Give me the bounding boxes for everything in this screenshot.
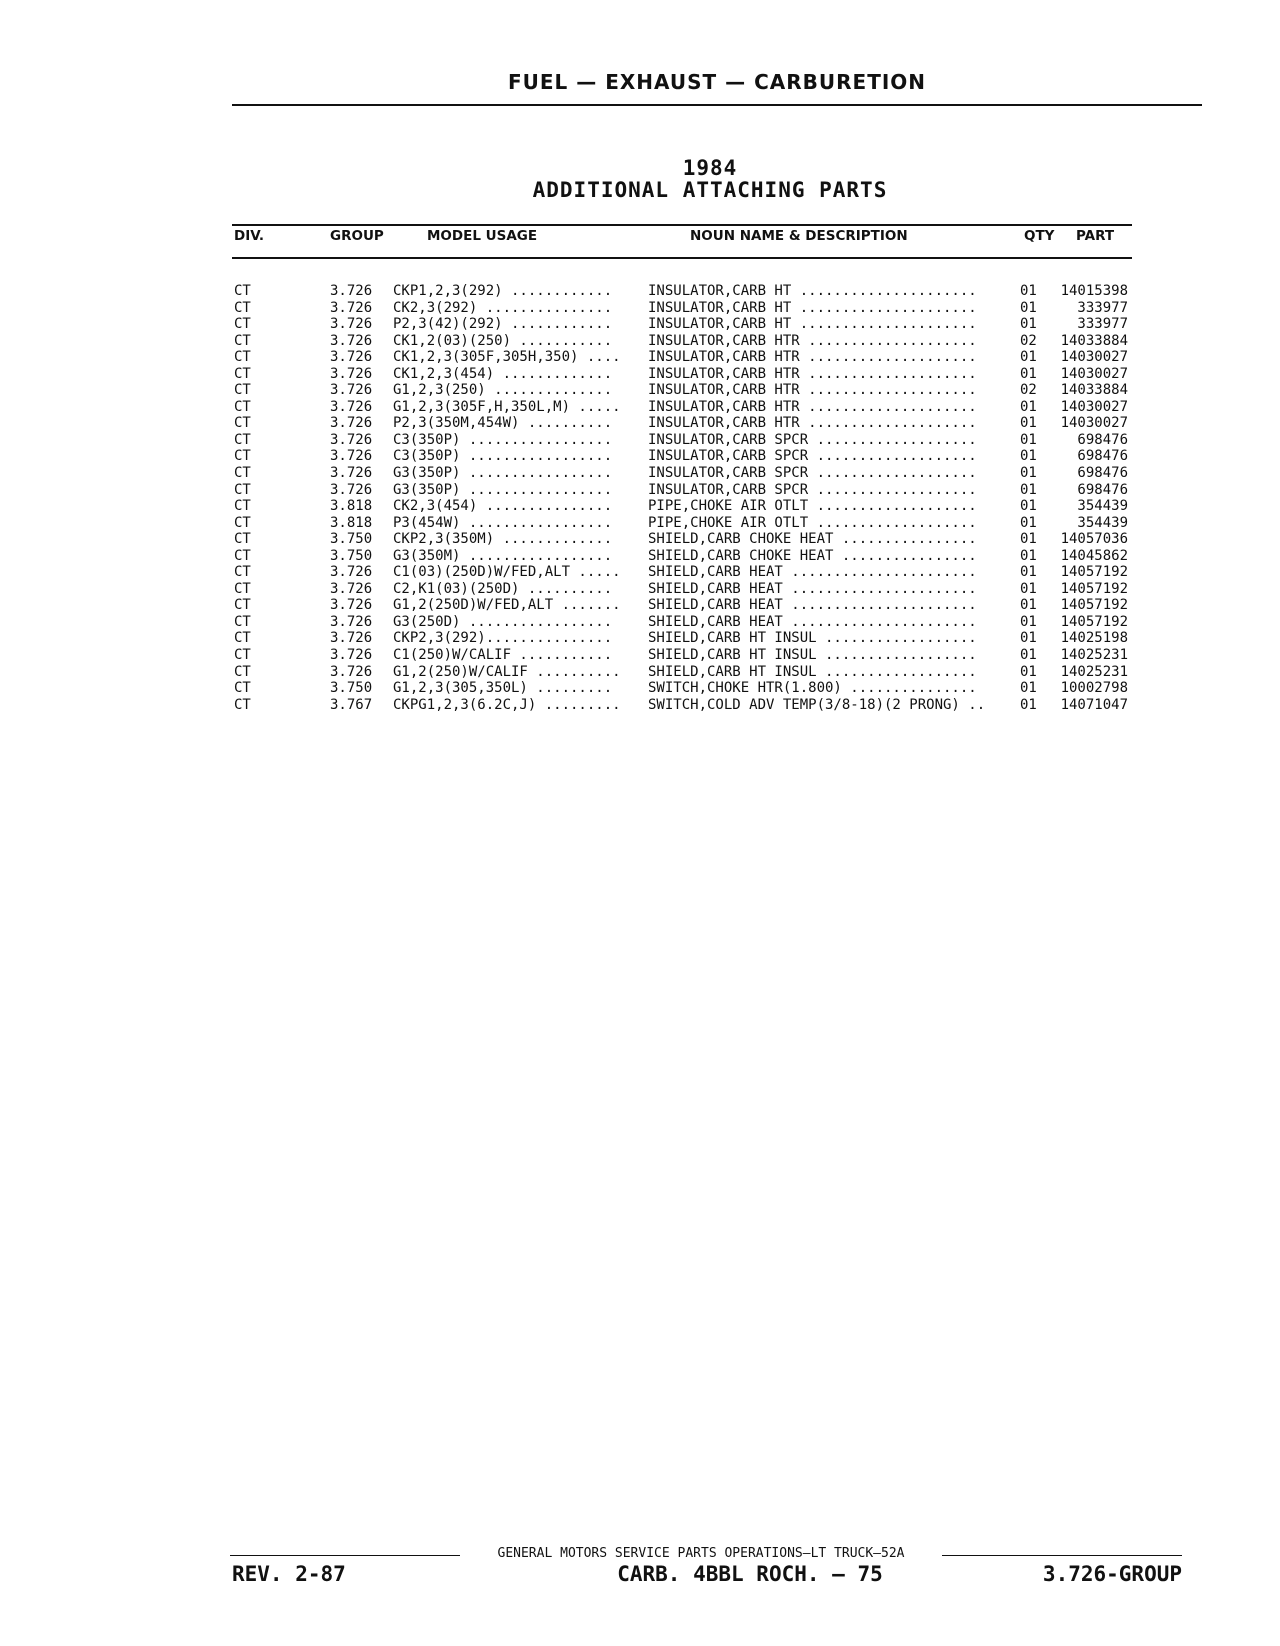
column-header-div: DIV. bbox=[234, 228, 265, 244]
section-title: FUEL — EXHAUST — CARBURETION bbox=[507, 70, 927, 94]
cell-group: 3.726 bbox=[330, 630, 373, 647]
cell-div: CT bbox=[234, 630, 251, 647]
cell-description: INSULATOR,CARB HT ..................... bbox=[648, 299, 977, 316]
cell-group: 3.750 bbox=[330, 680, 373, 697]
cell-group: 3.726 bbox=[330, 481, 373, 498]
table-row bbox=[0, 564, 1280, 581]
table-row bbox=[0, 349, 1280, 366]
table-row bbox=[0, 366, 1280, 383]
cell-model-usage: P2,3(42)(292) ............ bbox=[393, 316, 613, 333]
cell-description: SHIELD,CARB HEAT ...................... bbox=[648, 613, 977, 630]
cell-model-usage: CKP1,2,3(292) ............ bbox=[393, 283, 613, 299]
cell-part-number: 698476 bbox=[1077, 448, 1128, 465]
table-row bbox=[0, 333, 1280, 350]
cell-model-usage: G3(350P) ................. bbox=[393, 465, 613, 482]
cell-qty: 01 bbox=[1020, 481, 1037, 498]
cell-div: CT bbox=[234, 680, 251, 697]
column-header-model-usage: MODEL USAGE bbox=[427, 228, 538, 244]
cell-part-number: 14057192 bbox=[1060, 597, 1128, 614]
footer-revision: REV. 2-87 bbox=[232, 1562, 346, 1586]
cell-div: CT bbox=[234, 663, 251, 680]
table-row bbox=[0, 316, 1280, 333]
cell-description: SHIELD,CARB HT INSUL .................. bbox=[648, 647, 977, 664]
cell-description: SHIELD,CARB HT INSUL .................. bbox=[648, 630, 977, 647]
cell-part-number: 14057192 bbox=[1060, 564, 1128, 581]
cell-group: 3.726 bbox=[330, 647, 373, 664]
cell-div: CT bbox=[234, 316, 251, 333]
cell-part-number: 14030027 bbox=[1060, 415, 1128, 432]
cell-part-number: 14071047 bbox=[1060, 696, 1128, 713]
table-row bbox=[0, 515, 1280, 532]
cell-qty: 01 bbox=[1020, 613, 1037, 630]
cell-group: 3.750 bbox=[330, 547, 373, 564]
table-row bbox=[0, 614, 1280, 631]
cell-part-number: 14025231 bbox=[1060, 663, 1128, 680]
cell-div: CT bbox=[234, 332, 251, 349]
cell-description: INSULATOR,CARB SPCR ................... bbox=[648, 448, 977, 465]
cell-qty: 01 bbox=[1020, 680, 1037, 697]
cell-group: 3.726 bbox=[330, 613, 373, 630]
cell-group: 3.818 bbox=[330, 498, 373, 515]
cell-part-number: 14033884 bbox=[1060, 382, 1128, 399]
cell-div: CT bbox=[234, 465, 251, 482]
cell-description: INSULATOR,CARB HTR .................... bbox=[648, 382, 977, 399]
table-row bbox=[0, 415, 1280, 432]
cell-part-number: 333977 bbox=[1077, 299, 1128, 316]
cell-group: 3.726 bbox=[330, 448, 373, 465]
cell-description: SHIELD,CARB HT INSUL .................. bbox=[648, 663, 977, 680]
cell-div: CT bbox=[234, 382, 251, 399]
cell-div: CT bbox=[234, 431, 251, 448]
cell-div: CT bbox=[234, 283, 251, 299]
footer-group-number: 3.726-GROUP bbox=[1042, 1562, 1182, 1586]
cell-div: CT bbox=[234, 564, 251, 581]
cell-qty: 01 bbox=[1020, 299, 1037, 316]
cell-group: 3.726 bbox=[330, 316, 373, 333]
cell-group: 3.726 bbox=[330, 398, 373, 415]
cell-div: CT bbox=[234, 415, 251, 432]
cell-div: CT bbox=[234, 514, 251, 531]
cell-qty: 01 bbox=[1020, 349, 1037, 366]
cell-description: PIPE,CHOKE AIR OTLT ................... bbox=[648, 498, 977, 515]
cell-description: SWITCH,CHOKE HTR(1.800) ............... bbox=[648, 680, 977, 697]
cell-div: CT bbox=[234, 613, 251, 630]
cell-part-number: 698476 bbox=[1077, 481, 1128, 498]
cell-model-usage: P3(454W) ................. bbox=[393, 514, 613, 531]
cell-div: CT bbox=[234, 481, 251, 498]
cell-part-number: 354439 bbox=[1077, 514, 1128, 531]
cell-part-number: 14025198 bbox=[1060, 630, 1128, 647]
table-row bbox=[0, 498, 1280, 515]
cell-qty: 01 bbox=[1020, 465, 1037, 482]
footer-rule-right bbox=[942, 1555, 1182, 1556]
cell-part-number: 14057036 bbox=[1060, 531, 1128, 548]
cell-qty: 01 bbox=[1020, 547, 1037, 564]
cell-div: CT bbox=[234, 448, 251, 465]
cell-part-number: 14057192 bbox=[1060, 613, 1128, 630]
cell-qty: 01 bbox=[1020, 398, 1037, 415]
cell-group: 3.726 bbox=[330, 465, 373, 482]
cell-group: 3.726 bbox=[330, 332, 373, 349]
cell-qty: 01 bbox=[1020, 415, 1037, 432]
cell-div: CT bbox=[234, 365, 251, 382]
cell-description: SHIELD,CARB HEAT ...................... bbox=[648, 564, 977, 581]
cell-group: 3.726 bbox=[330, 580, 373, 597]
cell-description: INSULATOR,CARB HT ..................... bbox=[648, 316, 977, 333]
cell-qty: 01 bbox=[1020, 580, 1037, 597]
cell-description: PIPE,CHOKE AIR OTLT ................... bbox=[648, 514, 977, 531]
cell-model-usage: CKPG1,2,3(6.2C,J) ......... bbox=[393, 696, 621, 713]
footer-section-label: CARB. 4BBL ROCH. — 75 bbox=[617, 1562, 883, 1586]
cell-qty: 01 bbox=[1020, 448, 1037, 465]
cell-qty: 01 bbox=[1020, 498, 1037, 515]
cell-description: INSULATOR,CARB HT ..................... bbox=[648, 283, 977, 299]
cell-model-usage: C3(350P) ................. bbox=[393, 431, 613, 448]
cell-part-number: 14030027 bbox=[1060, 365, 1128, 382]
cell-qty: 02 bbox=[1020, 332, 1037, 349]
cell-div: CT bbox=[234, 398, 251, 415]
cell-qty: 01 bbox=[1020, 316, 1037, 333]
table-header-rule bbox=[232, 257, 1132, 259]
cell-description: INSULATOR,CARB HTR .................... bbox=[648, 332, 977, 349]
cell-part-number: 14025231 bbox=[1060, 647, 1128, 664]
cell-group: 3.726 bbox=[330, 382, 373, 399]
cell-group: 3.726 bbox=[330, 415, 373, 432]
cell-description: INSULATOR,CARB HTR .................... bbox=[648, 415, 977, 432]
cell-group: 3.750 bbox=[330, 531, 373, 548]
cell-part-number: 14030027 bbox=[1060, 398, 1128, 415]
cell-model-usage: CK2,3(454) ............... bbox=[393, 498, 613, 515]
cell-description: SHIELD,CARB CHOKE HEAT ................ bbox=[648, 531, 977, 548]
cell-description: INSULATOR,CARB SPCR ................... bbox=[648, 465, 977, 482]
cell-div: CT bbox=[234, 349, 251, 366]
cell-qty: 01 bbox=[1020, 431, 1037, 448]
cell-model-usage: C1(03)(250D)W/FED,ALT ..... bbox=[393, 564, 621, 581]
header-divider bbox=[232, 104, 1202, 106]
cell-group: 3.726 bbox=[330, 564, 373, 581]
cell-qty: 01 bbox=[1020, 630, 1037, 647]
table-row bbox=[0, 448, 1280, 465]
cell-model-usage: CK1,2(03)(250) ........... bbox=[393, 332, 613, 349]
cell-description: INSULATOR,CARB HTR .................... bbox=[648, 365, 977, 382]
cell-description: SHIELD,CARB CHOKE HEAT ................ bbox=[648, 547, 977, 564]
cell-div: CT bbox=[234, 547, 251, 564]
cell-qty: 01 bbox=[1020, 696, 1037, 713]
cell-part-number: 354439 bbox=[1077, 498, 1128, 515]
cell-part-number: 14030027 bbox=[1060, 349, 1128, 366]
table-row bbox=[0, 581, 1280, 598]
cell-model-usage: G1,2(250)W/CALIF .......... bbox=[393, 663, 621, 680]
catalog-year: 1984 bbox=[682, 156, 738, 180]
table-row bbox=[0, 680, 1280, 697]
cell-part-number: 14057192 bbox=[1060, 580, 1128, 597]
table-row bbox=[0, 597, 1280, 614]
cell-model-usage: G3(250D) ................. bbox=[393, 613, 613, 630]
table-row bbox=[0, 382, 1280, 399]
cell-part-number: 10002798 bbox=[1060, 680, 1128, 697]
cell-model-usage: C3(350P) ................. bbox=[393, 448, 613, 465]
cell-model-usage: G3(350M) ................. bbox=[393, 547, 613, 564]
column-header-description: NOUN NAME & DESCRIPTION bbox=[690, 228, 908, 244]
cell-description: SHIELD,CARB HEAT ...................... bbox=[648, 580, 977, 597]
cell-part-number: 14015398 bbox=[1060, 283, 1128, 299]
page-subtitle: ADDITIONAL ATTACHING PARTS bbox=[532, 178, 888, 202]
column-header-qty: QTY bbox=[1024, 228, 1055, 244]
cell-group: 3.726 bbox=[330, 365, 373, 382]
cell-description: INSULATOR,CARB HTR .................... bbox=[648, 349, 977, 366]
cell-qty: 01 bbox=[1020, 514, 1037, 531]
cell-qty: 01 bbox=[1020, 531, 1037, 548]
cell-model-usage: G1,2,3(250) .............. bbox=[393, 382, 613, 399]
cell-model-usage: G1,2,3(305,350L) ......... bbox=[393, 680, 613, 697]
cell-qty: 02 bbox=[1020, 382, 1037, 399]
cell-div: CT bbox=[234, 299, 251, 316]
table-row bbox=[0, 697, 1280, 714]
cell-qty: 01 bbox=[1020, 283, 1037, 299]
table-top-rule bbox=[232, 224, 1132, 226]
cell-part-number: 698476 bbox=[1077, 431, 1128, 448]
cell-description: INSULATOR,CARB SPCR ................... bbox=[648, 431, 977, 448]
footer-operations: GENERAL MOTORS SERVICE PARTS OPERATIONS—LT TRUCK—52A bbox=[497, 1546, 905, 1561]
cell-group: 3.726 bbox=[330, 431, 373, 448]
footer-rule-left bbox=[230, 1555, 460, 1556]
cell-qty: 01 bbox=[1020, 564, 1037, 581]
cell-part-number: 698476 bbox=[1077, 465, 1128, 482]
cell-group: 3.726 bbox=[330, 299, 373, 316]
cell-model-usage: CK2,3(292) ............... bbox=[393, 299, 613, 316]
column-header-group: GROUP bbox=[330, 228, 384, 244]
cell-group: 3.726 bbox=[330, 283, 373, 299]
cell-div: CT bbox=[234, 597, 251, 614]
cell-model-usage: G1,2(250D)W/FED,ALT ....... bbox=[393, 597, 621, 614]
cell-qty: 01 bbox=[1020, 597, 1037, 614]
cell-part-number: 333977 bbox=[1077, 316, 1128, 333]
table-row bbox=[0, 630, 1280, 647]
cell-part-number: 14033884 bbox=[1060, 332, 1128, 349]
cell-model-usage: CKP2,3(350M) ............. bbox=[393, 531, 613, 548]
table-row bbox=[0, 482, 1280, 499]
cell-group: 3.767 bbox=[330, 696, 373, 713]
cell-description: INSULATOR,CARB SPCR ................... bbox=[648, 481, 977, 498]
cell-div: CT bbox=[234, 580, 251, 597]
cell-model-usage: CK1,2,3(454) ............. bbox=[393, 365, 613, 382]
cell-model-usage: G3(350P) ................. bbox=[393, 481, 613, 498]
cell-description: SWITCH,COLD ADV TEMP(3/8-18)(2 PRONG) .. bbox=[648, 696, 986, 713]
cell-description: INSULATOR,CARB HTR .................... bbox=[648, 398, 977, 415]
table-row bbox=[0, 664, 1280, 681]
table-row bbox=[0, 283, 1280, 300]
cell-model-usage: C2,K1(03)(250D) .......... bbox=[393, 580, 613, 597]
cell-group: 3.818 bbox=[330, 514, 373, 531]
cell-div: CT bbox=[234, 531, 251, 548]
cell-div: CT bbox=[234, 696, 251, 713]
cell-group: 3.726 bbox=[330, 663, 373, 680]
cell-model-usage: CK1,2,3(305F,305H,350) .... bbox=[393, 349, 621, 366]
table-row bbox=[0, 531, 1280, 548]
table-row bbox=[0, 300, 1280, 317]
table-row bbox=[0, 647, 1280, 664]
cell-model-usage: C1(250)W/CALIF ........... bbox=[393, 647, 613, 664]
cell-model-usage: CKP2,3(292)............... bbox=[393, 630, 613, 647]
cell-qty: 01 bbox=[1020, 365, 1037, 382]
cell-group: 3.726 bbox=[330, 349, 373, 366]
cell-model-usage: P2,3(350M,454W) .......... bbox=[393, 415, 613, 432]
cell-div: CT bbox=[234, 498, 251, 515]
table-row bbox=[0, 548, 1280, 565]
cell-group: 3.726 bbox=[330, 597, 373, 614]
parts-table-body bbox=[0, 283, 1280, 713]
table-row bbox=[0, 399, 1280, 416]
cell-part-number: 14045862 bbox=[1060, 547, 1128, 564]
cell-qty: 01 bbox=[1020, 647, 1037, 664]
cell-description: SHIELD,CARB HEAT ...................... bbox=[648, 597, 977, 614]
cell-qty: 01 bbox=[1020, 663, 1037, 680]
cell-model-usage: G1,2,3(305F,H,350L,M) ..... bbox=[393, 398, 621, 415]
cell-div: CT bbox=[234, 647, 251, 664]
column-header-part: PART bbox=[1076, 228, 1115, 244]
table-row bbox=[0, 465, 1280, 482]
table-row bbox=[0, 432, 1280, 449]
